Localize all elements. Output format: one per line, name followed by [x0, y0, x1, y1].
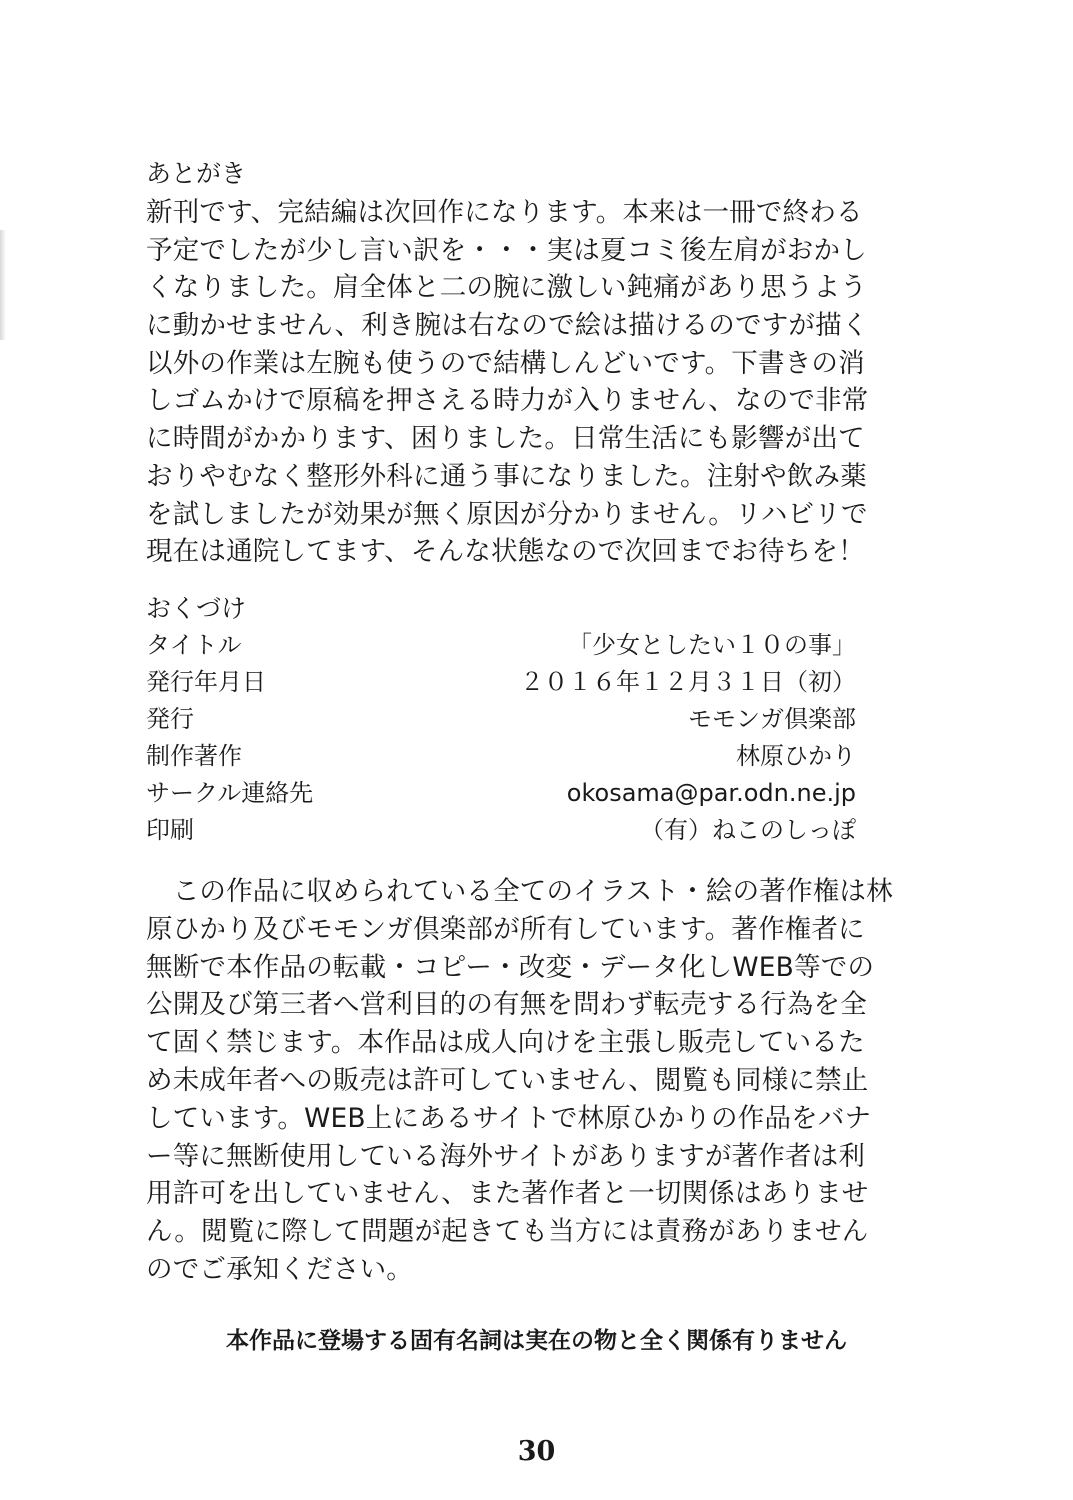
- colophon-row-author: [146, 738, 906, 775]
- afterword-line: 現在は通院してます、そんな状態なので次回までお待ちを！: [146, 536, 865, 568]
- colophon-label: タイトル: [146, 631, 242, 659]
- afterword-line: しゴムかけで原稿を押さえる時力が入りません、なので非常: [146, 385, 869, 417]
- colophon-label: 制作著作: [146, 742, 242, 770]
- copyright-line: ー等に無断使用している海外サイトがありますが著作者は利: [146, 1140, 866, 1172]
- colophon-heading: おくづけ: [146, 594, 247, 623]
- colophon-row-contact: [146, 775, 906, 812]
- colophon-value: ２０１６年１２月３１日（初）: [520, 668, 856, 696]
- copyright-line: のでご承知ください。: [146, 1253, 413, 1285]
- colophon-label: 発行: [146, 705, 194, 733]
- page-number: 30: [517, 1436, 556, 1467]
- colophon-value: （有）ねこのしっぽ: [640, 816, 856, 844]
- page-edge-shadow: [0, 230, 6, 340]
- colophon-value: 「少女としたい１０の事」: [568, 631, 856, 659]
- afterword-line: 以外の作業は左腕も使うので結構しんどいです。下書きの消: [146, 347, 865, 379]
- copyright-line: 無断で本作品の転載・コピー・改変・データ化しWEB等での: [146, 951, 875, 983]
- afterword-line: くなりました。肩全体と二の腕に激しい鈍痛があり思うよう: [146, 272, 867, 304]
- copyright-line: て固く禁じます。本作品は成人向けを主張し販売しているた: [146, 1027, 865, 1059]
- copyright-line: 原ひかり及びモモンガ倶楽部が所有しています。著作権者に: [146, 913, 865, 945]
- afterword-line: に動かせません、利き腕は右なので絵は描けるのですが描く: [146, 310, 869, 342]
- colophon-label: 印刷: [146, 816, 194, 844]
- copyright-line: 用許可を出していません、また著作者と一切関係はありませ: [146, 1178, 869, 1210]
- afterword-line: に時間がかかります、困りました。日常生活にも影響が出て: [146, 423, 865, 455]
- copyright-line: め未成年者への販売は許可していません、閲覧も同様に禁止: [146, 1064, 869, 1096]
- colophon-value: モモンガ倶楽部: [688, 705, 856, 733]
- afterword-line: を試しましたが効果が無く原因が分かりません。リハビリで: [146, 498, 868, 530]
- afterword-line: 予定でしたが少し言い訳を・・・実は夏コミ後左肩がおかし: [146, 234, 867, 266]
- colophon-label: サークル連絡先: [146, 779, 314, 807]
- colophon-row-printer: [146, 812, 906, 849]
- colophon-value: okosama@par.odn.ne.jp: [566, 779, 856, 807]
- copyright-line: しています。WEB上にあるサイトで林原ひかりの作品をバナ: [146, 1102, 872, 1134]
- colophon-row-publisher: [146, 701, 906, 738]
- disclaimer-text: 本作品に登場する固有名詞は実在の物と全く関係有りません: [226, 1327, 847, 1354]
- colophon-row-date: [146, 664, 906, 701]
- copyright-line: ん。閲覧に際して問題が起きても当方には責務がありません: [146, 1216, 869, 1248]
- afterword-line: 新刊です、完結編は次回作になります。本来は一冊で終わる: [146, 197, 863, 228]
- afterword-section: [146, 154, 916, 571]
- colophon-row-title: [146, 627, 906, 664]
- colophon-value: 林原ひかり: [736, 742, 856, 770]
- copyright-notice: [146, 873, 916, 1289]
- colophon-label: 発行年月日: [146, 668, 266, 696]
- copyright-line: 公開及び第三者へ営利目的の有無を問わず転売する行為を全: [146, 989, 867, 1021]
- copyright-line: この作品に収められている全てのイラスト・絵の著作権は林: [146, 876, 893, 907]
- colophon-section: [146, 590, 906, 849]
- afterword-heading: あとがき: [146, 159, 247, 188]
- afterword-line: おりやむなく整形外科に通う事になりました。注射や飲み薬: [146, 460, 867, 492]
